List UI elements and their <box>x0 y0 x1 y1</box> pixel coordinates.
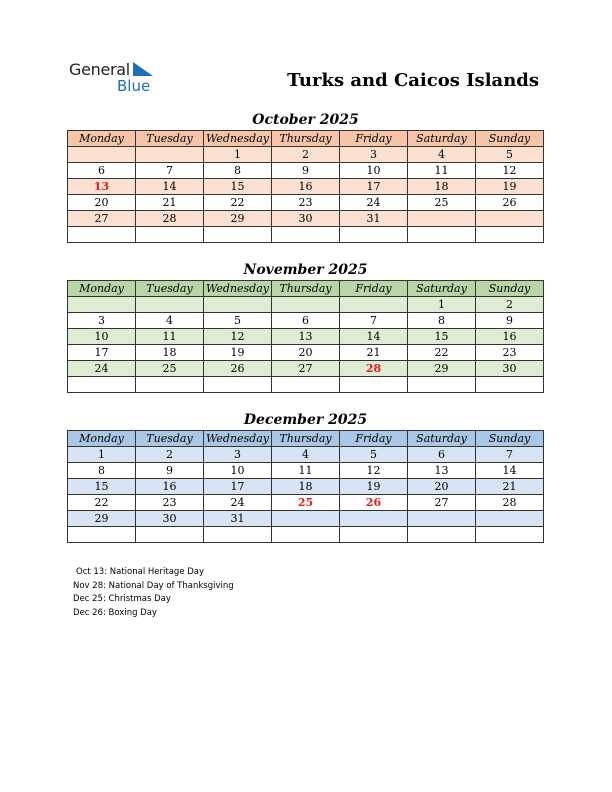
empty-day-cell <box>68 227 136 243</box>
week-row <box>68 163 544 179</box>
day-cell: 1 <box>68 447 136 463</box>
logo-text-general: General <box>69 60 130 79</box>
empty-day-cell <box>204 297 272 313</box>
day-cell: 14 <box>476 463 544 479</box>
empty-day-cell <box>136 377 204 393</box>
day-cell: 25 <box>272 495 340 511</box>
day-cell: 12 <box>476 163 544 179</box>
day-cell: 19 <box>476 179 544 195</box>
empty-day-cell <box>408 527 476 543</box>
day-cell: 5 <box>340 447 408 463</box>
day-cell: 22 <box>408 345 476 361</box>
empty-day-cell <box>204 527 272 543</box>
week-row <box>68 511 544 527</box>
week-row <box>68 447 544 463</box>
week-row <box>68 479 544 495</box>
day-cell: 10 <box>204 463 272 479</box>
weekday-sunday: Sunday <box>476 431 544 447</box>
empty-day-cell <box>340 377 408 393</box>
day-cell: 28 <box>136 211 204 227</box>
day-cell: 20 <box>408 479 476 495</box>
holiday-note: Oct 13: National Heritage Day <box>76 567 205 577</box>
day-cell: 7 <box>476 447 544 463</box>
day-cell: 23 <box>272 195 340 211</box>
day-cell: 23 <box>476 345 544 361</box>
day-cell: 26 <box>476 195 544 211</box>
week-row <box>68 463 544 479</box>
empty-day-cell <box>476 377 544 393</box>
empty-day-cell <box>272 527 340 543</box>
month-nov <box>67 260 544 393</box>
weekday-monday: Monday <box>68 131 136 147</box>
day-cell: 11 <box>136 329 204 345</box>
day-cell: 16 <box>272 179 340 195</box>
empty-day-cell <box>204 227 272 243</box>
empty-day-cell <box>204 377 272 393</box>
holiday-note: Dec 26: Boxing Day <box>73 607 157 618</box>
day-cell: 31 <box>204 511 272 527</box>
day-cell: 14 <box>340 329 408 345</box>
week-row <box>68 313 544 329</box>
empty-day-cell <box>272 511 340 527</box>
day-cell: 17 <box>68 345 136 361</box>
weekday-saturday: Saturday <box>408 131 476 147</box>
day-cell: 25 <box>136 361 204 377</box>
day-cell: 6 <box>272 313 340 329</box>
weekday-tuesday: Tuesday <box>136 281 204 297</box>
empty-day-cell <box>476 211 544 227</box>
empty-day-cell <box>340 227 408 243</box>
day-cell: 31 <box>340 211 408 227</box>
logo-triangle-icon <box>133 62 155 78</box>
day-cell: 28 <box>476 495 544 511</box>
weekday-wednesday: Wednesday <box>204 281 272 297</box>
holiday-note: Nov 28: National Day of Thanksgiving <box>73 580 234 591</box>
day-cell: 4 <box>408 147 476 163</box>
day-cell: 28 <box>340 361 408 377</box>
day-cell: 6 <box>68 163 136 179</box>
day-cell: 7 <box>136 163 204 179</box>
day-cell: 3 <box>340 147 408 163</box>
empty-day-cell <box>272 227 340 243</box>
month-dec <box>67 410 544 543</box>
day-cell: 19 <box>204 345 272 361</box>
day-cell: 27 <box>68 211 136 227</box>
day-cell: 15 <box>68 479 136 495</box>
day-cell: 13 <box>408 463 476 479</box>
day-cell: 21 <box>136 195 204 211</box>
day-cell: 3 <box>204 447 272 463</box>
weekday-saturday: Saturday <box>408 281 476 297</box>
day-cell: 20 <box>272 345 340 361</box>
week-row <box>68 377 544 393</box>
weekday-tuesday: Tuesday <box>136 431 204 447</box>
day-cell: 25 <box>408 195 476 211</box>
logo <box>69 60 159 96</box>
weekday-thursday: Thursday <box>272 431 340 447</box>
day-cell: 18 <box>136 345 204 361</box>
empty-day-cell <box>408 511 476 527</box>
day-cell: 13 <box>272 329 340 345</box>
day-cell: 1 <box>408 297 476 313</box>
calendar-table <box>67 130 544 243</box>
day-cell: 2 <box>476 297 544 313</box>
day-cell: 5 <box>476 147 544 163</box>
day-cell: 13 <box>68 179 136 195</box>
weekday-sunday: Sunday <box>476 281 544 297</box>
day-cell: 16 <box>136 479 204 495</box>
day-cell: 4 <box>272 447 340 463</box>
week-row <box>68 329 544 345</box>
day-cell: 9 <box>272 163 340 179</box>
empty-day-cell <box>476 527 544 543</box>
day-cell: 19 <box>340 479 408 495</box>
day-cell: 11 <box>272 463 340 479</box>
day-cell: 30 <box>272 211 340 227</box>
day-cell: 4 <box>136 313 204 329</box>
weekday-tuesday: Tuesday <box>136 131 204 147</box>
weekday-header-row <box>68 281 544 297</box>
day-cell: 26 <box>204 361 272 377</box>
day-cell: 17 <box>340 179 408 195</box>
day-cell: 14 <box>136 179 204 195</box>
weekday-saturday: Saturday <box>408 431 476 447</box>
week-row <box>68 211 544 227</box>
empty-day-cell <box>136 297 204 313</box>
empty-day-cell <box>136 527 204 543</box>
empty-day-cell <box>68 297 136 313</box>
day-cell: 22 <box>204 195 272 211</box>
weekday-header-row <box>68 131 544 147</box>
day-cell: 15 <box>204 179 272 195</box>
day-cell: 30 <box>476 361 544 377</box>
empty-day-cell <box>272 297 340 313</box>
day-cell: 8 <box>204 163 272 179</box>
calendar-table <box>67 280 544 393</box>
holiday-notes <box>73 566 234 620</box>
day-cell: 12 <box>340 463 408 479</box>
day-cell: 22 <box>68 495 136 511</box>
week-row <box>68 345 544 361</box>
weekday-monday: Monday <box>68 431 136 447</box>
empty-day-cell <box>68 527 136 543</box>
empty-day-cell <box>476 227 544 243</box>
day-cell: 6 <box>408 447 476 463</box>
weekday-wednesday: Wednesday <box>204 131 272 147</box>
page-title: Turks and Caicos Islands <box>287 70 539 91</box>
day-cell: 9 <box>476 313 544 329</box>
weekday-wednesday: Wednesday <box>204 431 272 447</box>
empty-day-cell <box>408 227 476 243</box>
empty-day-cell <box>68 147 136 163</box>
day-cell: 21 <box>476 479 544 495</box>
empty-day-cell <box>340 527 408 543</box>
month-title: October 2025 <box>252 112 359 128</box>
day-cell: 24 <box>340 195 408 211</box>
weekday-friday: Friday <box>340 281 408 297</box>
day-cell: 2 <box>136 447 204 463</box>
day-cell: 10 <box>68 329 136 345</box>
calendar-table <box>67 430 544 543</box>
day-cell: 5 <box>204 313 272 329</box>
weekday-friday: Friday <box>340 431 408 447</box>
day-cell: 10 <box>340 163 408 179</box>
day-cell: 20 <box>68 195 136 211</box>
day-cell: 18 <box>408 179 476 195</box>
day-cell: 2 <box>272 147 340 163</box>
week-row <box>68 195 544 211</box>
month-title: November 2025 <box>243 262 368 278</box>
month-title: December 2025 <box>243 412 368 428</box>
weekday-thursday: Thursday <box>272 131 340 147</box>
week-row <box>68 179 544 195</box>
day-cell: 1 <box>204 147 272 163</box>
empty-day-cell <box>340 511 408 527</box>
day-cell: 27 <box>272 361 340 377</box>
day-cell: 21 <box>340 345 408 361</box>
week-row <box>68 495 544 511</box>
weekday-header-row <box>68 431 544 447</box>
empty-day-cell <box>476 511 544 527</box>
day-cell: 15 <box>408 329 476 345</box>
week-row <box>68 227 544 243</box>
weekday-sunday: Sunday <box>476 131 544 147</box>
weekday-friday: Friday <box>340 131 408 147</box>
day-cell: 24 <box>68 361 136 377</box>
day-cell: 26 <box>340 495 408 511</box>
month-oct <box>67 110 544 243</box>
day-cell: 8 <box>408 313 476 329</box>
day-cell: 11 <box>408 163 476 179</box>
week-row <box>68 147 544 163</box>
empty-day-cell <box>340 297 408 313</box>
weekday-thursday: Thursday <box>272 281 340 297</box>
day-cell: 29 <box>408 361 476 377</box>
day-cell: 30 <box>136 511 204 527</box>
day-cell: 18 <box>272 479 340 495</box>
logo-text-blue: Blue <box>117 77 151 95</box>
week-row <box>68 361 544 377</box>
empty-day-cell <box>408 211 476 227</box>
empty-day-cell <box>68 377 136 393</box>
day-cell: 16 <box>476 329 544 345</box>
day-cell: 29 <box>204 211 272 227</box>
day-cell: 24 <box>204 495 272 511</box>
week-row <box>68 527 544 543</box>
holiday-note: Dec 25: Christmas Day <box>73 594 171 604</box>
day-cell: 23 <box>136 495 204 511</box>
day-cell: 8 <box>68 463 136 479</box>
empty-day-cell <box>408 377 476 393</box>
day-cell: 3 <box>68 313 136 329</box>
day-cell: 9 <box>136 463 204 479</box>
day-cell: 12 <box>204 329 272 345</box>
empty-day-cell <box>136 227 204 243</box>
week-row <box>68 297 544 313</box>
weekday-monday: Monday <box>68 281 136 297</box>
empty-day-cell <box>272 377 340 393</box>
empty-day-cell <box>136 147 204 163</box>
day-cell: 7 <box>340 313 408 329</box>
day-cell: 27 <box>408 495 476 511</box>
day-cell: 29 <box>68 511 136 527</box>
day-cell: 17 <box>204 479 272 495</box>
